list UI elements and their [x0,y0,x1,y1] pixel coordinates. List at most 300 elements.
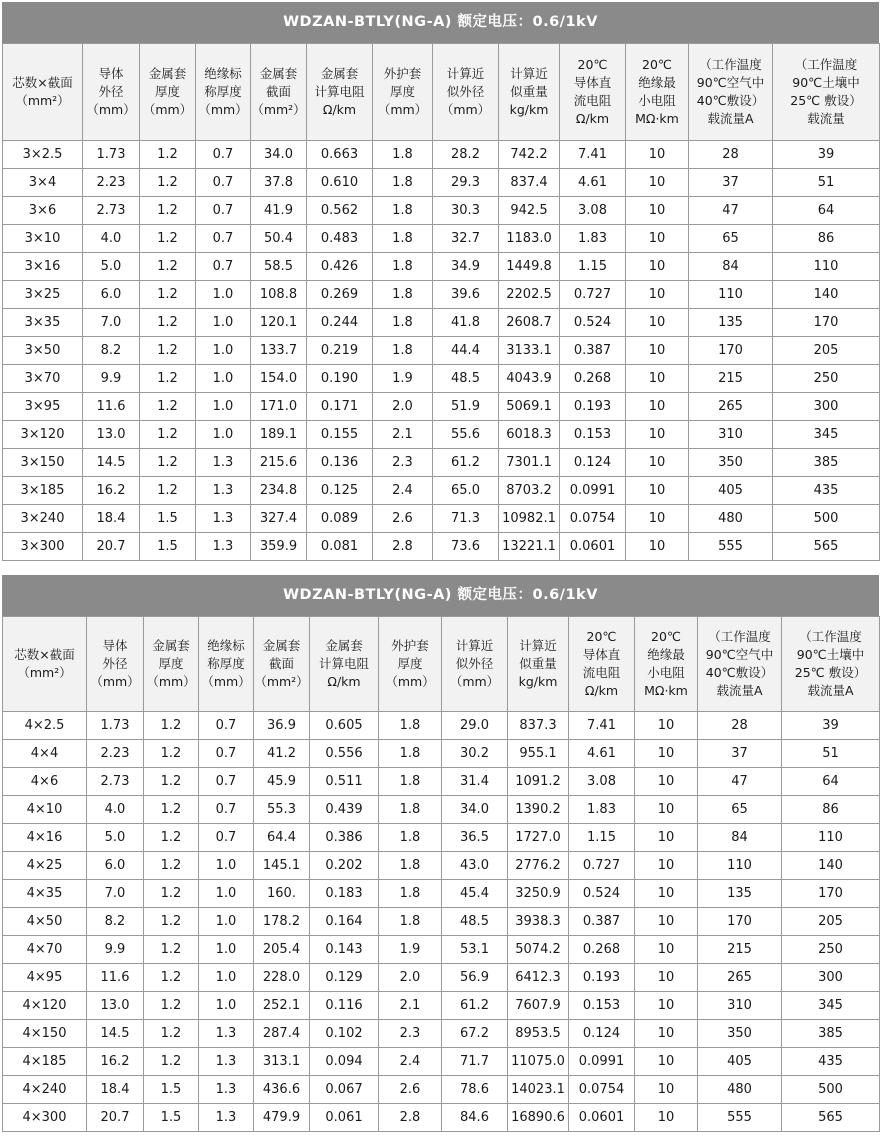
table-cell: 215 [689,365,773,393]
table-cell: 1.8 [373,253,433,281]
table-cell: 555 [689,533,773,561]
table-cell: 65 [689,225,773,253]
table-cell: 3×120 [3,421,83,449]
table-cell: 10 [626,477,689,505]
table-cell: 405 [698,1048,782,1076]
table-cell: 252.1 [254,992,310,1020]
table-cell: 1.3 [199,1076,254,1104]
table-cell: 250 [773,365,880,393]
table-cell: 61.2 [442,992,508,1020]
table-row [3,449,880,477]
table-cell: 10 [635,740,698,768]
table-cell: 310 [698,992,782,1020]
table-cell: 1.8 [379,824,442,852]
table-cell: 1.2 [140,225,196,253]
table-cell: 45.9 [254,768,310,796]
table-cell: 1.9 [379,936,442,964]
table-cell: 47 [698,768,782,796]
column-header [373,44,433,141]
table-cell: 0.129 [310,964,379,992]
table-cell: 34.0 [251,141,307,169]
table-row [3,852,880,880]
table-cell: 10 [635,1104,698,1132]
table-cell: 11.6 [83,393,140,421]
table-cell: 0.426 [307,253,373,281]
table-cell: 51 [782,740,880,768]
table-cell: 58.5 [251,253,307,281]
table-cell: 1.2 [140,169,196,197]
table-cell: 1.2 [144,796,199,824]
table-cell: 327.4 [251,505,307,533]
table-cell: 1.0 [199,852,254,880]
table-cell: 1.8 [379,796,442,824]
table-row [3,796,880,824]
table-cell: 385 [782,1020,880,1048]
column-header-label: 外护套 厚度 （mm） [377,66,428,117]
table-cell: 10 [635,936,698,964]
table-cell: 20.7 [87,1104,144,1132]
column-header [433,44,499,141]
table-cell: 4×50 [3,908,87,936]
table-cell: 0.439 [310,796,379,824]
table-row [3,768,880,796]
table-cell: 0.7 [199,740,254,768]
column-header [782,617,880,712]
table-cell: 32.7 [433,225,499,253]
table-cell: 2.23 [87,740,144,768]
table-cell: 0.268 [569,936,635,964]
table-row [3,1104,880,1132]
table-cell: 8703.2 [499,477,560,505]
table-row [3,393,880,421]
table-cell: 350 [689,449,773,477]
table-cell: 8.2 [87,908,144,936]
column-header [310,617,379,712]
table-cell: 1727.0 [508,824,569,852]
table-row [3,936,880,964]
table-cell: 1.2 [144,880,199,908]
table-cell: 5.0 [83,253,140,281]
table-cell: 55.6 [433,421,499,449]
table-title: WDZAN-BTLY(NG-A) 额定电压：0.6/1kV [2,575,879,616]
table-cell: 5069.1 [499,393,560,421]
table-row [3,824,880,852]
table-cell: 10 [626,393,689,421]
table-cell: 480 [689,505,773,533]
table-cell: 0.386 [310,824,379,852]
table-cell: 4×2.5 [3,712,87,740]
table-cell: 1.2 [144,824,199,852]
table-row [3,225,880,253]
column-header-label: 20℃ 绝缘最 小电阻 MΩ·km [635,57,679,126]
table-cell: 0.089 [307,505,373,533]
table-cell: 3133.1 [499,337,560,365]
table-cell: 10 [626,337,689,365]
table-cell: 64 [773,197,880,225]
table-cell: 0.067 [310,1076,379,1104]
table-cell: 1.3 [196,505,251,533]
column-header [3,44,83,141]
table-cell: 2.23 [83,169,140,197]
table-cell: 10 [626,225,689,253]
table-cell: 0.7 [196,253,251,281]
table-cell: 1.5 [140,533,196,561]
table-cell: 1.0 [196,393,251,421]
column-header-label: （工作温度 90℃土壤中 25℃ 敷设） 载流量A [794,629,867,698]
table-cell: 3×50 [3,337,83,365]
column-header [698,617,782,712]
header-row [3,617,880,712]
table-cell: 435 [773,477,880,505]
table-cell: 51 [773,169,880,197]
table-cell: 10 [635,796,698,824]
table-cell: 205 [782,908,880,936]
table-cell: 300 [782,964,880,992]
table-row [3,169,880,197]
table-cell: 1.2 [140,309,196,337]
table-cell: 108.8 [251,281,307,309]
table-cell: 14.5 [83,449,140,477]
table-cell: 1.9 [373,365,433,393]
table-row [3,253,880,281]
table-cell: 1.3 [196,449,251,477]
table-cell: 1.2 [144,712,199,740]
table-cell: 2608.7 [499,309,560,337]
table-cell: 1.2 [140,449,196,477]
table-cell: 0.190 [307,365,373,393]
table-cell: 5074.2 [508,936,569,964]
table-cell: 50.4 [251,225,307,253]
table-cell: 3×95 [3,393,83,421]
table-cell: 4×185 [3,1048,87,1076]
table-cell: 1.2 [144,1048,199,1076]
table-cell: 10 [626,141,689,169]
table-cell: 48.5 [442,908,508,936]
table-cell: 2.1 [379,992,442,1020]
table-cell: 1.8 [373,169,433,197]
table-cell: 1449.8 [499,253,560,281]
column-header [307,44,373,141]
table-row [3,141,880,169]
table-cell: 3×240 [3,505,83,533]
table-cell: 1091.2 [508,768,569,796]
table-cell: 41.2 [254,740,310,768]
table-row [3,992,880,1020]
table-row [3,505,880,533]
table-row [3,1048,880,1076]
table-cell: 64 [782,768,880,796]
table-cell: 13221.1 [499,533,560,561]
column-header [87,617,144,712]
table-cell: 110 [689,281,773,309]
table-cell: 45.4 [442,880,508,908]
table-cell: 1.5 [144,1104,199,1132]
column-header-label: 外护套 厚度 （mm） [385,638,435,689]
table-cell: 20.7 [83,533,140,561]
table-cell: 10 [635,1076,698,1104]
table-cell: 10 [626,505,689,533]
table-cell: 0.7 [196,169,251,197]
table-cell: 385 [773,449,880,477]
table-cell: 0.7 [199,796,254,824]
table-cell: 300 [773,393,880,421]
table-cell: 10 [635,1048,698,1076]
column-header-label: 芯数×截面 （mm²） [12,75,73,108]
table-cell: 0.524 [569,880,635,908]
table-cell: 228.0 [254,964,310,992]
table-cell: 3×2.5 [3,141,83,169]
table-cell: 13.0 [83,421,140,449]
table-cell: 0.124 [560,449,626,477]
table-cell: 1.3 [196,533,251,561]
column-header [773,44,880,141]
table-cell: 10 [626,365,689,393]
table-cell: 53.1 [442,936,508,964]
column-header-label: 金属套 厚度 （mm） [142,66,193,117]
table-cell: 140 [782,852,880,880]
table-cell: 55.3 [254,796,310,824]
column-header-label: 金属套 截面 （mm²） [251,66,306,117]
table-cell: 4.61 [569,740,635,768]
table-cell: 10 [635,768,698,796]
table-cell: 1.3 [196,477,251,505]
table-row [3,908,880,936]
table-cell: 30.3 [433,197,499,225]
table-cell: 0.136 [307,449,373,477]
table-cell: 0.0991 [569,1048,635,1076]
table-cell: 14023.1 [508,1076,569,1104]
table-cell: 10 [635,852,698,880]
table-cell: 3×300 [3,533,83,561]
column-header [140,44,196,141]
table-cell: 1.3 [199,1048,254,1076]
table-cell: 2.6 [379,1076,442,1104]
table-cell: 47 [689,197,773,225]
table-cell: 942.5 [499,197,560,225]
table-cell: 0.7 [196,225,251,253]
column-header [626,44,689,141]
table-cell: 1.8 [379,712,442,740]
table-cell: 1.2 [140,393,196,421]
table-cell: 11.6 [87,964,144,992]
table-cell: 1.8 [379,852,442,880]
table-cell: 189.1 [251,421,307,449]
column-header [196,44,251,141]
table-cell: 0.153 [560,421,626,449]
table-cell: 3×10 [3,225,83,253]
column-header-label: （工作温度 90℃空气中 40℃敷设） 载流量A [696,57,765,126]
column-header [254,617,310,712]
table-cell: 29.3 [433,169,499,197]
table-cell: 37 [689,169,773,197]
table-cell: 41.9 [251,197,307,225]
spec-table [2,43,880,561]
column-header-label: 20℃ 绝缘最 小电阻 MΩ·km [644,629,688,698]
table-cell: 0.094 [310,1048,379,1076]
table-cell: 0.727 [560,281,626,309]
table-cell: 13.0 [87,992,144,1020]
table-row [3,533,880,561]
table-cell: 28.2 [433,141,499,169]
table-row [3,1020,880,1048]
column-header-label: 金属套 计算电阻 Ω/km [314,66,365,117]
table-cell: 0.0601 [560,533,626,561]
table-cell: 14.5 [87,1020,144,1048]
table-cell: 2.0 [379,964,442,992]
table-cell: 7.0 [83,309,140,337]
table-cell: 1.0 [199,880,254,908]
table-cell: 1.83 [569,796,635,824]
table-cell: 8.2 [83,337,140,365]
table-cell: 313.1 [254,1048,310,1076]
table-cell: 39.6 [433,281,499,309]
table-cell: 51.9 [433,393,499,421]
table-cell: 1.8 [373,337,433,365]
table-cell: 7301.1 [499,449,560,477]
table-cell: 10 [635,992,698,1020]
table-cell: 0.183 [310,880,379,908]
table-cell: 7.41 [569,712,635,740]
table-cell: 4043.9 [499,365,560,393]
table-cell: 0.0601 [569,1104,635,1132]
table-cell: 1.8 [373,197,433,225]
column-header-label: 金属套 厚度 （mm） [146,638,196,689]
table-cell: 1.2 [144,992,199,1020]
column-header-label: 芯数×截面 （mm²） [14,647,75,680]
table-cell: 0.524 [560,309,626,337]
table-cell: 7.41 [560,141,626,169]
table-cell: 1.0 [196,337,251,365]
table-cell: 0.7 [199,824,254,852]
table-cell: 16.2 [83,477,140,505]
table-cell: 10 [635,908,698,936]
table-cell: 36.9 [254,712,310,740]
table-cell: 28 [689,141,773,169]
table-cell: 350 [698,1020,782,1048]
table-cell: 37.8 [251,169,307,197]
table-cell: 1.2 [144,740,199,768]
table-cell: 1.2 [140,197,196,225]
table-cell: 10 [635,964,698,992]
table-cell: 10 [626,253,689,281]
table-cell: 2.3 [373,449,433,477]
table-cell: 2776.2 [508,852,569,880]
table-cell: 0.7 [199,712,254,740]
table-cell: 4×70 [3,936,87,964]
column-header [83,44,140,141]
table-cell: 359.9 [251,533,307,561]
column-header [499,44,560,141]
table-cell: 7607.9 [508,992,569,1020]
table-cell: 67.2 [442,1020,508,1048]
column-header-label: 导体 外径 （mm） [86,66,136,117]
table-cell: 4.0 [83,225,140,253]
column-header-label: 金属套 截面 （mm²） [254,638,309,689]
table-cell: 1.3 [199,1020,254,1048]
table-cell: 2.73 [87,768,144,796]
table-cell: 205.4 [254,936,310,964]
table-cell: 154.0 [251,365,307,393]
table-cell: 3×6 [3,197,83,225]
table-cell: 10 [626,169,689,197]
table-cell: 2202.5 [499,281,560,309]
table-cell: 0.171 [307,393,373,421]
table-cell: 4.0 [87,796,144,824]
table-cell: 0.7 [199,768,254,796]
table-cell: 4×240 [3,1076,87,1104]
table-cell: 0.153 [569,992,635,1020]
table-cell: 0.061 [310,1104,379,1132]
table-cell: 2.73 [83,197,140,225]
table-row [3,880,880,908]
table-cell: 0.562 [307,197,373,225]
table-cell: 10 [626,197,689,225]
table-cell: 29.0 [442,712,508,740]
table-cell: 1.0 [196,281,251,309]
column-header-label: 计算近 似重量 kg/km [509,66,549,117]
table-cell: 2.8 [373,533,433,561]
table-cell: 1.2 [140,365,196,393]
table-cell: 110 [698,852,782,880]
table-cell: 4×95 [3,964,87,992]
table-cell: 0.081 [307,533,373,561]
table-cell: 0.155 [307,421,373,449]
table-cell: 41.8 [433,309,499,337]
table-cell: 36.5 [442,824,508,852]
table-cell: 1.2 [140,421,196,449]
table-cell: 16890.6 [508,1104,569,1132]
table-cell: 178.2 [254,908,310,936]
table-title: WDZAN-BTLY(NG-A) 额定电压：0.6/1kV [2,2,879,43]
table-cell: 1.73 [87,712,144,740]
table-cell: 0.219 [307,337,373,365]
table-cell: 160. [254,880,310,908]
table-cell: 1.0 [196,309,251,337]
table-cell: 10 [635,824,698,852]
column-header-label: （工作温度 90℃土壤中 25℃ 敷设） 载流量 [790,57,862,126]
spec-table [2,616,880,1132]
table-cell: 250 [782,936,880,964]
column-header [560,44,626,141]
table-cell: 0.387 [560,337,626,365]
column-header-label: 计算近 似外径 （mm） [449,638,500,689]
table-row [3,964,880,992]
table-cell: 145.1 [254,852,310,880]
table-cell: 3×4 [3,169,83,197]
table-cell: 0.605 [310,712,379,740]
table-cell: 1.2 [144,964,199,992]
table-cell: 1.2 [144,1020,199,1048]
table-cell: 1.2 [140,141,196,169]
table-cell: 7.0 [87,880,144,908]
table-cell: 1.8 [379,740,442,768]
table-cell: 0.556 [310,740,379,768]
table-cell: 3.08 [569,768,635,796]
table-row [3,281,880,309]
table-cell: 30.2 [442,740,508,768]
table-cell: 170 [689,337,773,365]
table-cell: 4×300 [3,1104,87,1132]
table-cell: 39 [782,712,880,740]
table-cell: 10982.1 [499,505,560,533]
table-cell: 0.483 [307,225,373,253]
table-cell: 435 [782,1048,880,1076]
table-cell: 34.0 [442,796,508,824]
cable-spec-table-4core [2,575,879,1132]
column-header [508,617,569,712]
column-header-label: 计算近 似重量 kg/km [518,638,558,689]
table-cell: 170 [698,908,782,936]
